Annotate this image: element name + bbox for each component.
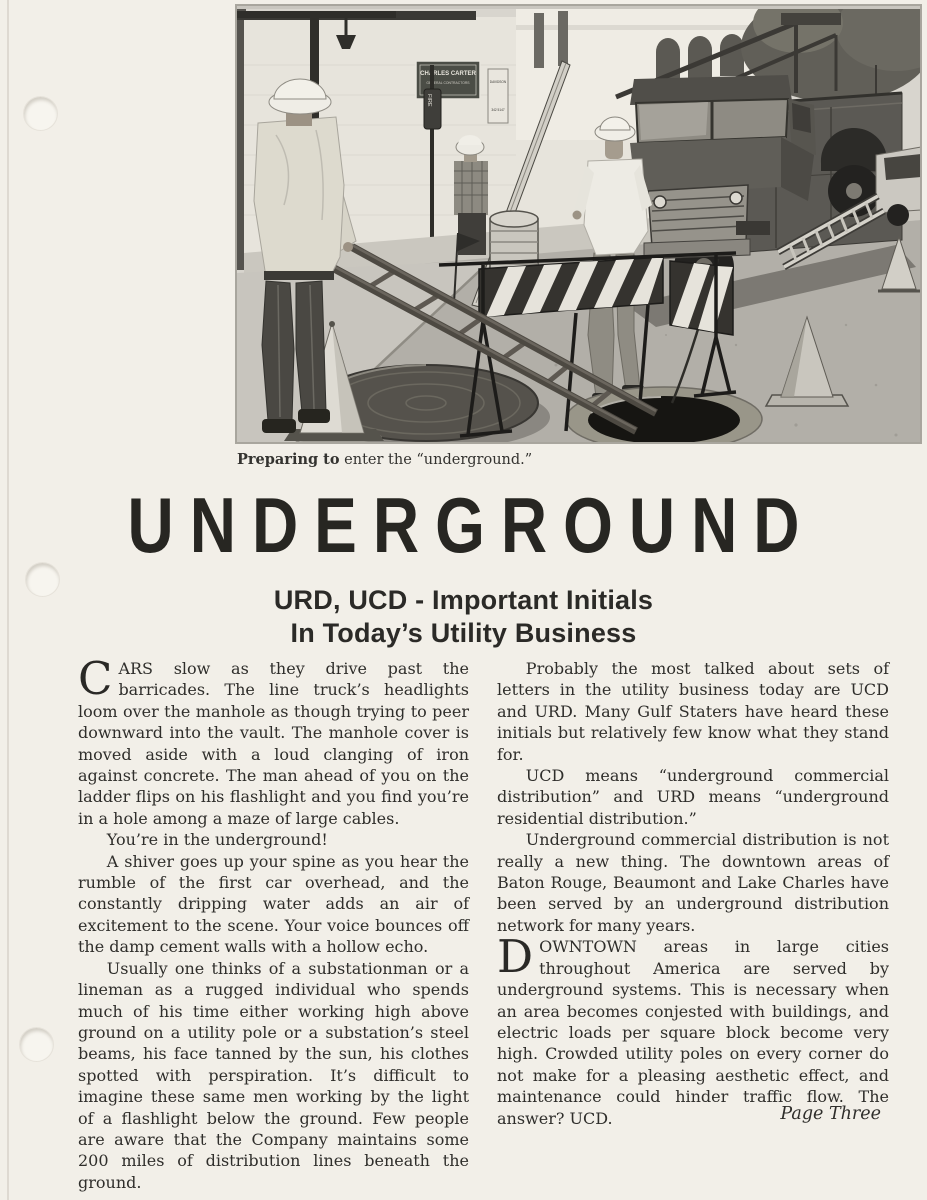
headlight <box>654 196 666 208</box>
small-sign-line2: 342 5147 <box>491 108 505 112</box>
page-subtitle <box>0 584 927 650</box>
paragraph: You’re in the underground! <box>106 830 328 850</box>
headlight <box>730 192 742 204</box>
paragraph: CARS slow as they drive past the barricades. The line truck’s headlights loom over the manhole as though trying to peer downward into the vault. The manhole cover is moved aside with a loud clanging of iron against concrete. The man ahead of you on the ladder flips on his flashlight and you find you’re in a hole among a maze of large cables. <box>78 652 469 828</box>
page-number: Page Three <box>780 1104 881 1124</box>
subtitle-line-1: URD, UCD - Important Initials <box>273 585 654 615</box>
paragraph: UCD means “underground commercial distribution” and URD means “underground residential distribution.” <box>497 766 889 828</box>
truck-step <box>736 221 770 235</box>
paragraph: A shiver goes up your spine as you hear the rumble of the first car overhead, and the constantly dripping water adds an air of excitement to the scene. Your voice bounces off the damp cement walls with a hollow echo. <box>78 851 469 957</box>
drop-cap: C <box>78 652 113 705</box>
paragraph: Usually one thinks of a substationman or a lineman as a rugged individual who spends much of his time either working high above ground on a utility pole or a substation’s steel beams, his face tanned by the sun, his clothes spotted with perspiration. It’s difficult to imagine these same men working by the light of a flashlight below the ground. Few people are aware that the Company maintains some 200 miles of distribution lines beneath the ground. <box>78 958 469 1192</box>
caption-rest: enter the “underground.” <box>339 452 533 468</box>
paragraph: DOWNTOWN areas in large cities throughout America are served by underground systems. This is necessary when an area becomes conjested with buildings, and electric loads per square block become very high. Crowded utility poles on every corner do not make for a pleasing aesthetic effect, and maintenance could hinder traffic flow. The answer? UCD. <box>497 930 889 1128</box>
punch-hole-top <box>24 97 57 130</box>
small-sign <box>488 69 508 123</box>
punch-hole-bottom <box>20 1028 53 1061</box>
open-manhole <box>566 387 762 443</box>
subtitle-line-2: In Today’s Utility Business <box>290 618 637 648</box>
contractor-sign-name: CHARLES CARTER <box>420 71 476 77</box>
contractor-sign-sub: GENERAL CONTRACTORS <box>426 81 470 85</box>
photo-illustration <box>236 5 921 443</box>
photo-caption <box>237 451 922 469</box>
hood <box>630 137 786 195</box>
article-body <box>78 652 889 1193</box>
photograph <box>236 5 921 443</box>
paragraph: Probably the most talked about sets of letters in the utility business today are UCD and URD. Many Gulf Staters have heard these initials but relatively few know what they stand for. <box>497 659 889 764</box>
drop-cap: D <box>497 930 534 984</box>
page-title: UNDERGROUND <box>127 481 816 570</box>
small-sign-line1: DAVIDSON <box>489 80 507 84</box>
left-column <box>78 652 469 1193</box>
paragraph: Underground commercial distribution is not really a new thing. The downtown areas of Baton Rouge, Beaumont and Lake Charles have been served by an underground distribution network for many years. <box>497 830 889 935</box>
fire-box-label: FIRE <box>426 94 432 107</box>
caption-lead: Preparing to <box>237 451 340 468</box>
